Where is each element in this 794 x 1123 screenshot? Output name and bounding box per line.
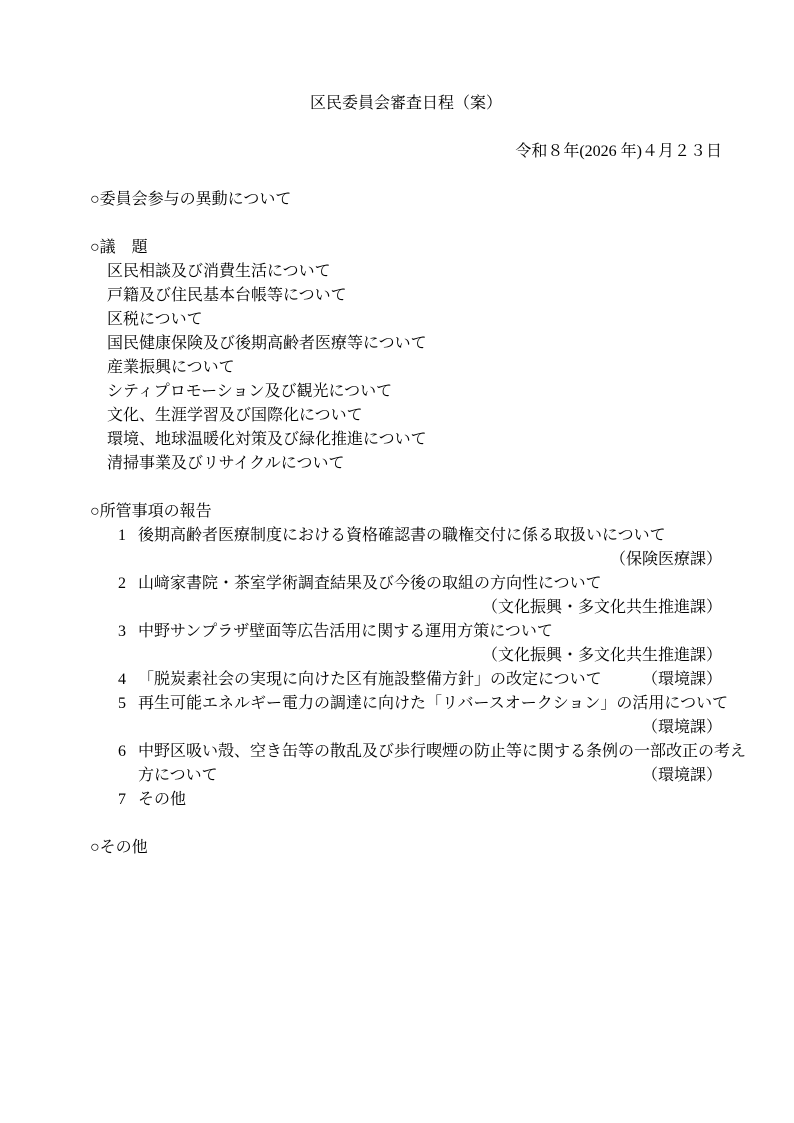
report-item-3 [90, 620, 722, 644]
report-item-5 [90, 692, 729, 716]
report-title: 中野区吸い殻、空き缶等の散乱及び歩行喫煙の防止等に関する条例の一部改正の考え [138, 743, 747, 760]
report-dept: （環境課） [641, 767, 722, 784]
report-title: その他 [138, 791, 187, 808]
agenda-item: 国民健康保険及び後期高齢者医療等について [107, 335, 427, 352]
report-number: 6 [118, 743, 126, 760]
report-title: 山﨑家書院・茶室学術調査結果及び今後の取組の方向性について [138, 575, 602, 592]
spacer [90, 812, 722, 836]
agenda-item: 清掃事業及びリサイクルについて [107, 455, 345, 472]
agenda-item: 環境、地球温暖化対策及び緑化推進について [107, 431, 427, 448]
section-heading-sonota: ○その他 [90, 839, 148, 856]
agenda-item: 区税について [107, 311, 203, 328]
section-heading-shokan: ○所管事項の報告 [90, 503, 212, 520]
agenda-item: 文化、生涯学習及び国際化について [107, 407, 363, 424]
report-item-1 [90, 524, 722, 548]
report-item-4 [90, 668, 722, 692]
agenda-item: 産業振興について [107, 359, 235, 376]
spacer [90, 476, 722, 500]
page-title: 区民委員会審査日程（案） [309, 95, 502, 112]
report-title: 「脱炭素社会の実現に向けた区有施設整備方針」の改定について [138, 671, 602, 688]
spacer [90, 212, 722, 236]
report-title: 中野サンプラザ壁面等広告活用に関する運用方策について [138, 623, 553, 640]
document-date: 令和８年(2026 年)４月２３日 [515, 143, 722, 160]
report-title: 再生可能エネルギー電力の調達に向けた「リバースオークション」の活用について [138, 695, 729, 712]
section-heading-sanyo: ○委員会参与の異動について [90, 191, 292, 208]
report-item-7 [90, 788, 722, 812]
report-item-2 [90, 572, 722, 596]
agenda-item: 区民相談及び消費生活について [107, 263, 331, 280]
section-heading-gidai: ○議 題 [90, 239, 148, 256]
report-number: 1 [118, 527, 126, 544]
report-title: 後期高齢者医療制度における資格確認書の職権交付に係る取扱いについて [138, 527, 666, 544]
report-number: 4 [118, 671, 126, 688]
spacer [90, 116, 722, 140]
agenda-item: シティプロモーション及び観光について [107, 383, 393, 400]
report-dept: （文化振興・多文化共生推進課） [481, 599, 722, 616]
report-dept: （保険医療課） [609, 551, 722, 568]
report-number: 2 [118, 575, 126, 592]
report-dept: （環境課） [641, 719, 722, 736]
report-title-continuation: 方について [138, 767, 218, 784]
report-dept: （環境課） [641, 671, 722, 688]
spacer [90, 164, 722, 188]
report-item-6-continuation [90, 764, 722, 788]
agenda-item: 戸籍及び住民基本台帳等について [107, 287, 347, 304]
report-dept: （文化振興・多文化共生推進課） [481, 647, 722, 664]
report-number: 7 [118, 791, 126, 808]
report-number: 3 [118, 623, 126, 640]
report-number: 5 [118, 695, 126, 712]
report-item-6 [90, 740, 747, 764]
